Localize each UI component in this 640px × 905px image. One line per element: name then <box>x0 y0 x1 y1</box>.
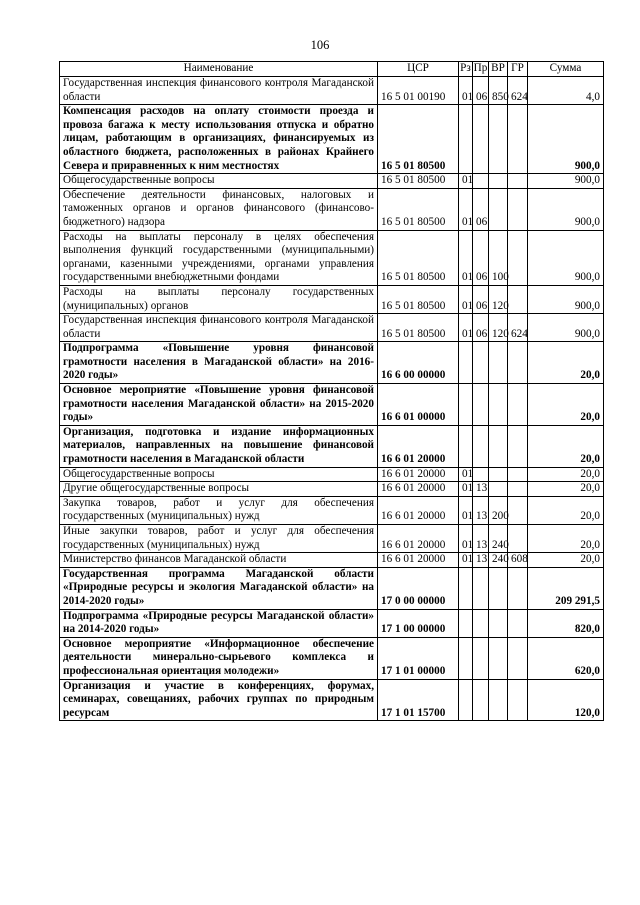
row-pr <box>473 425 489 467</box>
row-sum: 900,0 <box>528 285 604 313</box>
row-csr: 16 6 01 00000 <box>378 384 459 426</box>
row-rz <box>459 567 473 609</box>
row-csr: 17 1 01 15700 <box>378 679 459 721</box>
row-sum: 900,0 <box>528 174 604 189</box>
row-sum: 20,0 <box>528 425 604 467</box>
row-sum: 900,0 <box>528 105 604 174</box>
row-csr: 16 6 01 20000 <box>378 425 459 467</box>
row-gr: 624 <box>508 77 528 105</box>
row-gr <box>508 467 528 482</box>
row-gr: 608 <box>508 553 528 568</box>
table-row <box>60 637 604 679</box>
row-sum: 900,0 <box>528 314 604 342</box>
row-vr <box>489 384 508 426</box>
row-vr <box>489 482 508 497</box>
row-csr: 16 6 01 20000 <box>378 553 459 568</box>
table-row <box>60 174 604 189</box>
row-csr: 16 5 01 80500 <box>378 230 459 285</box>
table-row <box>60 105 604 174</box>
row-name: Организация и участие в конференциях, форумах, семинарах, совещаниях, рабочих группах по природным ресурсам <box>60 679 378 721</box>
row-name: Иные закупки товаров, работ и услуг для обеспечения государственных (муниципальных) нужд <box>60 525 378 553</box>
table-row <box>60 285 604 313</box>
header-vr: ВР <box>489 62 508 77</box>
row-name: Общегосударственные вопросы <box>60 174 378 189</box>
table-row <box>60 609 604 637</box>
row-gr <box>508 342 528 384</box>
row-vr: 200 <box>489 496 508 524</box>
table-row <box>60 525 604 553</box>
row-rz: 01 <box>459 77 473 105</box>
row-name: Подпрограмма «Природные ресурсы Магаданской области» на 2014-2020 годы» <box>60 609 378 637</box>
row-rz: 01 <box>459 230 473 285</box>
row-name: Подпрограмма «Повышение уровня финансовой грамотности населения в Магаданской области» на 2016-2020 годы» <box>60 342 378 384</box>
row-vr: 240 <box>489 525 508 553</box>
row-gr <box>508 609 528 637</box>
row-csr: 16 5 01 80500 <box>378 105 459 174</box>
row-vr: 850 <box>489 77 508 105</box>
table-header-row <box>60 62 604 77</box>
row-gr <box>508 525 528 553</box>
header-gr: ГР <box>508 62 528 77</box>
row-pr <box>473 567 489 609</box>
table-row <box>60 567 604 609</box>
row-vr: 120 <box>489 314 508 342</box>
header-name: Наименование <box>60 62 378 77</box>
row-pr <box>473 637 489 679</box>
header-pr: Пр <box>473 62 489 77</box>
row-pr <box>473 105 489 174</box>
row-vr <box>489 637 508 679</box>
row-pr <box>473 467 489 482</box>
row-pr <box>473 342 489 384</box>
row-vr <box>489 425 508 467</box>
row-gr <box>508 637 528 679</box>
row-pr <box>473 609 489 637</box>
row-rz: 01 <box>459 174 473 189</box>
row-pr: 06 <box>473 77 489 105</box>
row-name: Государственная инспекция финансового контроля Магаданской области <box>60 77 378 105</box>
header-csr: ЦСР <box>378 62 459 77</box>
row-vr <box>489 105 508 174</box>
row-pr: 06 <box>473 188 489 230</box>
row-vr <box>489 467 508 482</box>
table-row <box>60 496 604 524</box>
row-sum: 820,0 <box>528 609 604 637</box>
row-gr <box>508 285 528 313</box>
table-row <box>60 230 604 285</box>
row-sum: 20,0 <box>528 384 604 426</box>
row-gr <box>508 384 528 426</box>
row-gr <box>508 174 528 189</box>
row-sum: 900,0 <box>528 230 604 285</box>
row-sum: 20,0 <box>528 467 604 482</box>
row-vr <box>489 609 508 637</box>
row-rz: 01 <box>459 525 473 553</box>
row-csr: 17 1 01 00000 <box>378 637 459 679</box>
row-name: Закупка товаров, работ и услуг для обеспечения государственных (муниципальных) нужд <box>60 496 378 524</box>
table-row <box>60 188 604 230</box>
row-vr <box>489 567 508 609</box>
row-csr: 16 6 00 00000 <box>378 342 459 384</box>
row-gr: 624 <box>508 314 528 342</box>
row-sum: 20,0 <box>528 525 604 553</box>
page-number: 106 <box>310 38 330 52</box>
row-name: Государственная программа Магаданской области «Природные ресурсы и экология Магаданской области» на 2014-2020 годы» <box>60 567 378 609</box>
row-name: Другие общегосударственные вопросы <box>60 482 378 497</box>
row-csr: 17 1 00 00000 <box>378 609 459 637</box>
row-sum: 900,0 <box>528 188 604 230</box>
header-sum: Сумма <box>528 62 604 77</box>
row-name: Компенсация расходов на оплату стоимости проезда и провоза багажа к месту использования отпуска и обратно лицам, работающим в организациях, финансируемых из областного бюджета, расположенных в районах Крайнего Севера и приравненных к ним местностях <box>60 105 378 174</box>
row-gr <box>508 482 528 497</box>
row-sum: 120,0 <box>528 679 604 721</box>
table-row <box>60 384 604 426</box>
row-rz: 01 <box>459 314 473 342</box>
row-rz <box>459 609 473 637</box>
row-gr <box>508 679 528 721</box>
row-rz: 01 <box>459 188 473 230</box>
table-row <box>60 77 604 105</box>
row-vr <box>489 679 508 721</box>
row-rz <box>459 384 473 426</box>
row-sum: 620,0 <box>528 637 604 679</box>
row-vr: 100 <box>489 230 508 285</box>
row-rz: 01 <box>459 482 473 497</box>
header-rz: Рз <box>459 62 473 77</box>
row-csr: 16 6 01 20000 <box>378 496 459 524</box>
table-row <box>60 467 604 482</box>
row-sum: 209 291,5 <box>528 567 604 609</box>
row-csr: 16 6 01 20000 <box>378 482 459 497</box>
row-pr <box>473 384 489 426</box>
budget-table <box>59 61 604 721</box>
row-pr: 13 <box>473 496 489 524</box>
row-csr: 16 6 01 20000 <box>378 467 459 482</box>
row-vr <box>489 342 508 384</box>
row-sum: 20,0 <box>528 342 604 384</box>
row-rz <box>459 105 473 174</box>
row-sum: 4,0 <box>528 77 604 105</box>
row-gr <box>508 105 528 174</box>
row-gr <box>508 567 528 609</box>
row-pr: 06 <box>473 285 489 313</box>
row-pr: 06 <box>473 230 489 285</box>
row-name: Организация, подготовка и издание информационных материалов, направленных на повышение финансовой грамотности населения в Магаданской области <box>60 425 378 467</box>
row-vr: 120 <box>489 285 508 313</box>
row-name: Общегосударственные вопросы <box>60 467 378 482</box>
table-row <box>60 482 604 497</box>
row-name: Расходы на выплаты персоналу в целях обеспечения выполнения функций государственными (муниципальными) органами, казенными учреждениями, органами управления государственными внебюджетными фондами <box>60 230 378 285</box>
row-vr: 240 <box>489 553 508 568</box>
row-name: Государственная инспекция финансового контроля Магаданской области <box>60 314 378 342</box>
row-sum: 20,0 <box>528 553 604 568</box>
row-rz <box>459 425 473 467</box>
row-rz <box>459 637 473 679</box>
row-vr <box>489 188 508 230</box>
row-gr <box>508 425 528 467</box>
row-rz: 01 <box>459 553 473 568</box>
row-gr <box>508 188 528 230</box>
row-name: Обеспечение деятельности финансовых, налоговых и таможенных органов и органов финансового (финансово-бюджетного) надзора <box>60 188 378 230</box>
table-row <box>60 314 604 342</box>
row-pr: 13 <box>473 482 489 497</box>
row-csr: 16 5 01 00190 <box>378 77 459 105</box>
row-name: Основное мероприятие «Информационное обеспечение деятельности минерально-сырьевого комплекса и профессиональная ориентация молодежи» <box>60 637 378 679</box>
row-rz: 01 <box>459 285 473 313</box>
row-name: Основное мероприятие «Повышение уровня финансовой грамотности населения Магаданской области» на 2015-2020 годы» <box>60 384 378 426</box>
row-rz: 01 <box>459 467 473 482</box>
row-name: Министерство финансов Магаданской области <box>60 553 378 568</box>
table-row <box>60 342 604 384</box>
row-csr: 16 6 01 20000 <box>378 525 459 553</box>
row-sum: 20,0 <box>528 482 604 497</box>
row-csr: 16 5 01 80500 <box>378 188 459 230</box>
row-gr <box>508 230 528 285</box>
row-sum: 20,0 <box>528 496 604 524</box>
row-csr: 16 5 01 80500 <box>378 174 459 189</box>
row-name: Расходы на выплаты персоналу государственных (муниципальных) органов <box>60 285 378 313</box>
row-rz <box>459 342 473 384</box>
row-pr <box>473 679 489 721</box>
row-pr <box>473 174 489 189</box>
row-csr: 16 5 01 80500 <box>378 314 459 342</box>
row-gr <box>508 496 528 524</box>
row-csr: 16 5 01 80500 <box>378 285 459 313</box>
table-row <box>60 679 604 721</box>
row-csr: 17 0 00 00000 <box>378 567 459 609</box>
row-rz: 01 <box>459 496 473 524</box>
row-pr: 13 <box>473 525 489 553</box>
row-pr: 13 <box>473 553 489 568</box>
row-pr: 06 <box>473 314 489 342</box>
table-row <box>60 553 604 568</box>
row-vr <box>489 174 508 189</box>
table-row <box>60 425 604 467</box>
row-rz <box>459 679 473 721</box>
